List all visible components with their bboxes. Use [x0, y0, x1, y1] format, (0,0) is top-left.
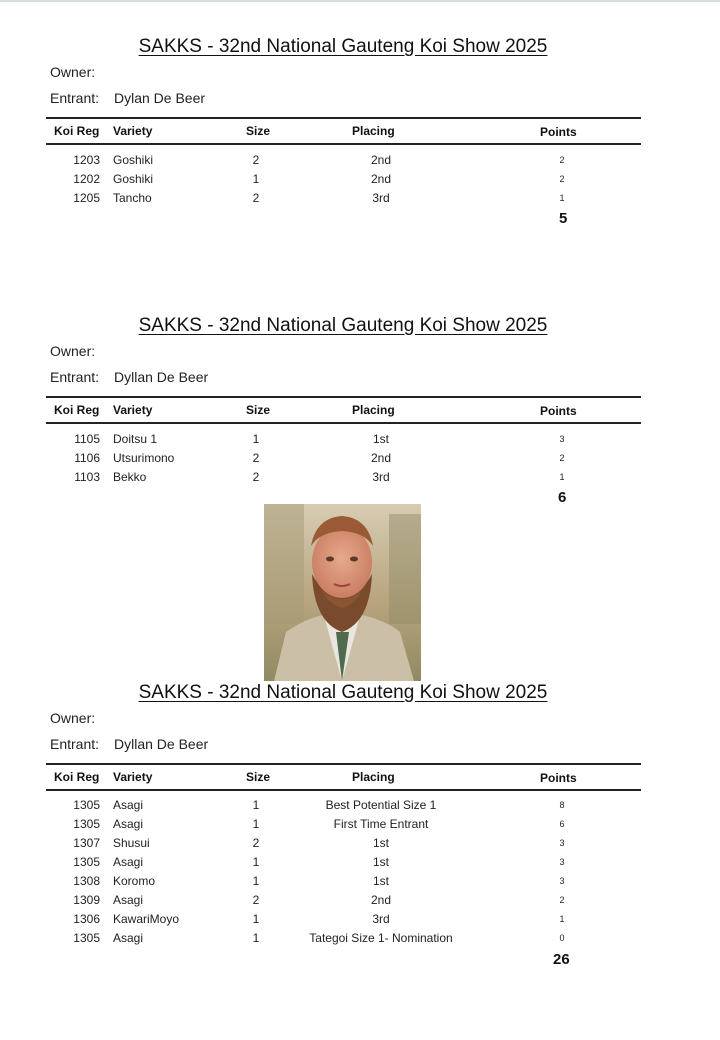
points-cell: 2 [559, 895, 565, 905]
koi-reg-cell: 1105 [74, 432, 100, 446]
owner-label: Owner: [50, 64, 96, 80]
show-title: SAKKS - 32nd National Gauteng Koi Show 2025 [138, 36, 548, 57]
table-row [0, 798, 720, 817]
show-title: SAKKS - 32nd National Gauteng Koi Show 2025 [138, 682, 548, 703]
entrant-label: Entrant: [50, 369, 100, 385]
size-cell: 2 [252, 836, 260, 850]
size-cell: 1 [252, 855, 260, 869]
table-row [0, 153, 720, 172]
size-cell: 1 [252, 798, 260, 812]
variety-cell: Asagi [113, 798, 144, 812]
placing-cell: 2nd [370, 893, 392, 907]
placing-cell: Tategoi Size 1- Nomination [309, 931, 453, 945]
placing-cell: 2nd [370, 172, 392, 186]
column-header-placing: Placing [352, 770, 395, 784]
koi-reg-cell: 1202 [73, 172, 100, 186]
variety-cell: Asagi [113, 893, 144, 907]
header-rule-top [46, 117, 641, 119]
table-row [0, 470, 720, 489]
column-header-size: Size [246, 403, 271, 417]
entrant-label: Entrant: [50, 90, 100, 106]
column-header-koi-reg: Koi Reg [54, 403, 100, 417]
points-cell: 3 [559, 876, 565, 886]
variety-cell: Shusui [113, 836, 150, 850]
table-row [0, 912, 720, 931]
table-row [0, 836, 720, 855]
variety-cell: Asagi [113, 855, 144, 869]
table-row [0, 817, 720, 836]
points-total: 5 [559, 210, 568, 227]
points-cell: 3 [559, 857, 565, 867]
entrant-label: Entrant: [50, 736, 100, 752]
size-cell: 1 [252, 912, 260, 926]
column-header-koi-reg: Koi Reg [54, 124, 100, 138]
top-border [0, 0, 720, 2]
variety-cell: Goshiki [113, 153, 154, 167]
points-cell: 3 [559, 434, 565, 444]
points-cell: 2 [559, 174, 565, 184]
size-cell: 2 [252, 191, 260, 205]
koi-reg-cell: 1306 [73, 912, 100, 926]
size-cell: 1 [252, 874, 260, 888]
points-cell: 8 [559, 800, 565, 810]
variety-cell: Utsurimono [113, 451, 175, 465]
column-header-variety: Variety [113, 403, 153, 417]
points-cell: 2 [559, 453, 565, 463]
header-rule-top [46, 396, 641, 398]
koi-reg-cell: 1305 [73, 817, 100, 831]
placing-cell: 2nd [370, 451, 392, 465]
column-header-placing: Placing [352, 403, 395, 417]
header-rule-bottom [46, 789, 641, 791]
koi-reg-cell: 1205 [73, 191, 100, 205]
column-header-points: Points [540, 125, 577, 139]
variety-cell: Tancho [113, 191, 152, 205]
points-cell: 1 [559, 914, 565, 924]
size-cell: 1 [252, 172, 260, 186]
koi-reg-cell: 1106 [74, 451, 100, 465]
column-header-points: Points [540, 771, 577, 785]
koi-reg-cell: 1305 [73, 855, 100, 869]
variety-cell: Bekko [113, 470, 147, 484]
table-row [0, 191, 720, 210]
placing-cell: 3rd [372, 470, 390, 484]
placing-cell: Best Potential Size 1 [325, 798, 437, 812]
variety-cell: Goshiki [113, 172, 154, 186]
koi-reg-cell: 1305 [73, 798, 100, 812]
portrait-photo-icon [264, 504, 421, 681]
table-row [0, 432, 720, 451]
size-cell: 2 [252, 470, 260, 484]
column-header-variety: Variety [113, 770, 153, 784]
points-cell: 2 [559, 155, 565, 165]
portrait-photo [264, 504, 421, 681]
koi-reg-cell: 1309 [73, 893, 100, 907]
koi-reg-cell: 1305 [73, 931, 100, 945]
column-header-koi-reg: Koi Reg [54, 770, 100, 784]
variety-cell: Doitsu 1 [113, 432, 158, 446]
column-header-size: Size [246, 124, 271, 138]
koi-reg-cell: 1203 [73, 153, 100, 167]
points-total: 26 [553, 951, 570, 968]
table-row [0, 874, 720, 893]
entrant-name: Dyllan De Beer [114, 369, 209, 385]
table-row [0, 451, 720, 470]
column-header-placing: Placing [352, 124, 395, 138]
owner-label: Owner: [50, 343, 96, 359]
points-cell: 1 [559, 472, 565, 482]
points-cell: 6 [559, 819, 565, 829]
size-cell: 1 [252, 817, 260, 831]
size-cell: 1 [252, 432, 260, 446]
entrant-name: Dyllan De Beer [114, 736, 209, 752]
variety-cell: Koromo [113, 874, 156, 888]
variety-cell: KawariMoyo [113, 912, 180, 926]
points-cell: 0 [559, 933, 565, 943]
koi-reg-cell: 1308 [73, 874, 100, 888]
size-cell: 2 [252, 451, 260, 465]
koi-reg-cell: 1103 [74, 470, 100, 484]
placing-cell: 3rd [372, 912, 390, 926]
placing-cell: First Time Entrant [333, 817, 429, 831]
table-row [0, 172, 720, 191]
placing-cell: 3rd [372, 191, 390, 205]
placing-cell: 2nd [370, 153, 392, 167]
header-rule-bottom [46, 143, 641, 145]
owner-label: Owner: [50, 710, 96, 726]
points-cell: 1 [559, 193, 565, 203]
header-rule-top [46, 763, 641, 765]
table-row [0, 893, 720, 912]
variety-cell: Asagi [113, 931, 144, 945]
results-section-3 [0, 682, 720, 982]
points-cell: 3 [559, 838, 565, 848]
size-cell: 1 [252, 931, 260, 945]
results-section-1 [0, 36, 720, 296]
table-row [0, 855, 720, 874]
variety-cell: Asagi [113, 817, 144, 831]
size-cell: 2 [252, 153, 260, 167]
column-header-points: Points [540, 404, 577, 418]
koi-reg-cell: 1307 [73, 836, 100, 850]
points-total: 6 [558, 489, 567, 506]
placing-cell: 1st [372, 836, 389, 850]
header-rule-bottom [46, 422, 641, 424]
column-header-size: Size [246, 770, 271, 784]
table-row [0, 931, 720, 950]
placing-cell: 1st [372, 855, 389, 869]
column-header-variety: Variety [113, 124, 153, 138]
entrant-name: Dylan De Beer [114, 90, 206, 106]
show-title: SAKKS - 32nd National Gauteng Koi Show 2025 [138, 315, 548, 336]
size-cell: 2 [252, 893, 260, 907]
placing-cell: 1st [372, 874, 389, 888]
placing-cell: 1st [372, 432, 389, 446]
